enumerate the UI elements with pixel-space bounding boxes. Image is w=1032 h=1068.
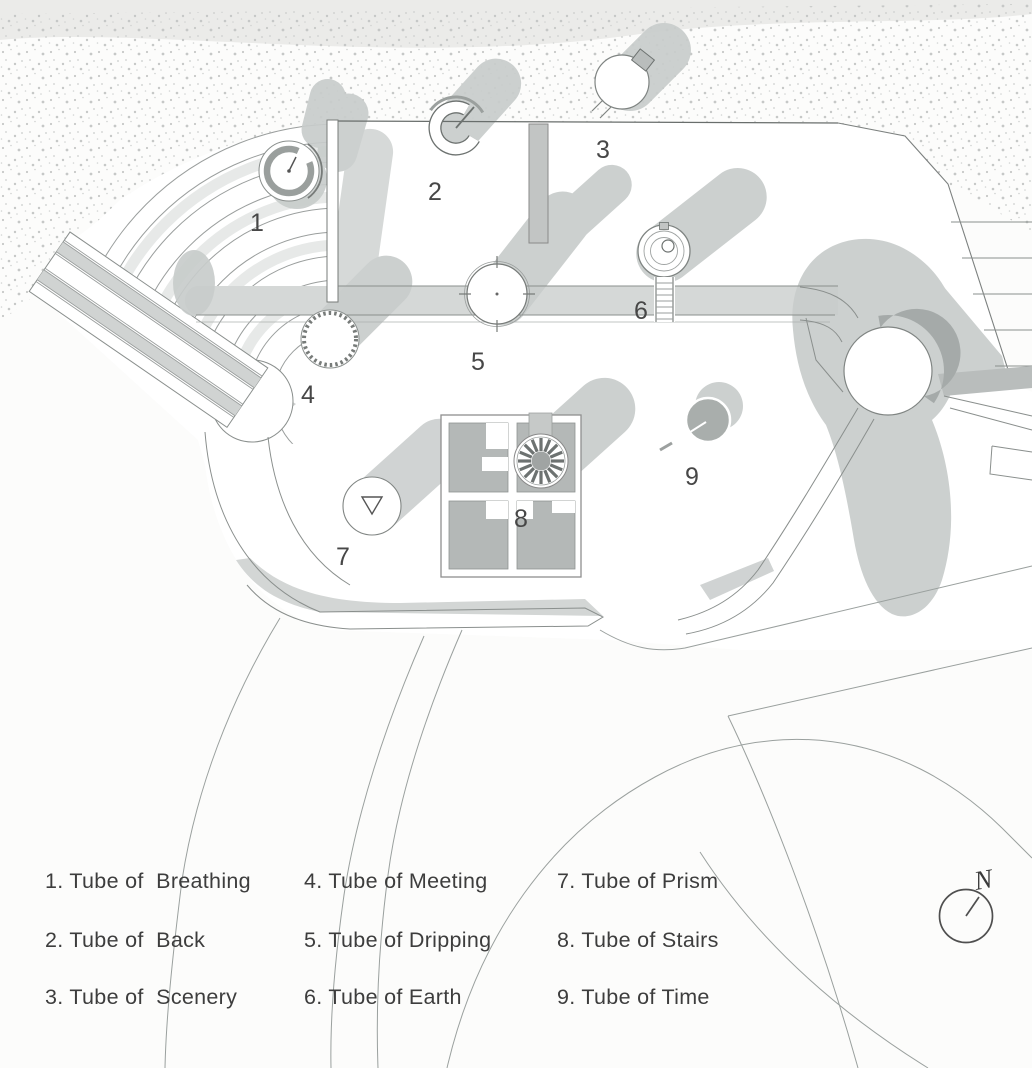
legend-item-9: 9. Tube of Time [557, 985, 710, 1009]
plan-marker-1: 1 [250, 209, 264, 237]
legend-item-5: 5. Tube of Dripping [304, 928, 492, 952]
tube-8-stairs-structure [441, 413, 581, 577]
plan-marker-3: 3 [596, 136, 610, 164]
plan-marker-7: 7 [336, 543, 350, 571]
ladder [654, 277, 675, 322]
plan-marker-5: 5 [471, 348, 485, 376]
interior-wall [529, 124, 548, 243]
legend-item-4: 4. Tube of Meeting [304, 869, 488, 893]
plan-marker-4: 4 [301, 381, 315, 409]
plan-marker-6: 6 [634, 297, 648, 325]
amphitheater-wall [327, 120, 338, 302]
legend-item-8: 8. Tube of Stairs [557, 928, 719, 952]
legend-item-3: 3. Tube of Scenery [45, 985, 238, 1009]
plan-marker-9: 9 [685, 463, 699, 491]
north-label: N [971, 863, 995, 896]
tube-4-meeting [301, 310, 359, 368]
spiral-stair [514, 434, 568, 488]
legend-item-6: 6. Tube of Earth [304, 985, 462, 1009]
plan-marker-2: 2 [428, 178, 442, 206]
legend-item-7: 7. Tube of Prism [557, 869, 719, 893]
legend [45, 869, 719, 1009]
tube-7-prism [343, 477, 401, 535]
plan-marker-8: 8 [514, 505, 528, 533]
legend-item-2: 2. Tube of Back [45, 928, 206, 952]
legend-item-1: 1. Tube of Breathing [45, 869, 251, 893]
